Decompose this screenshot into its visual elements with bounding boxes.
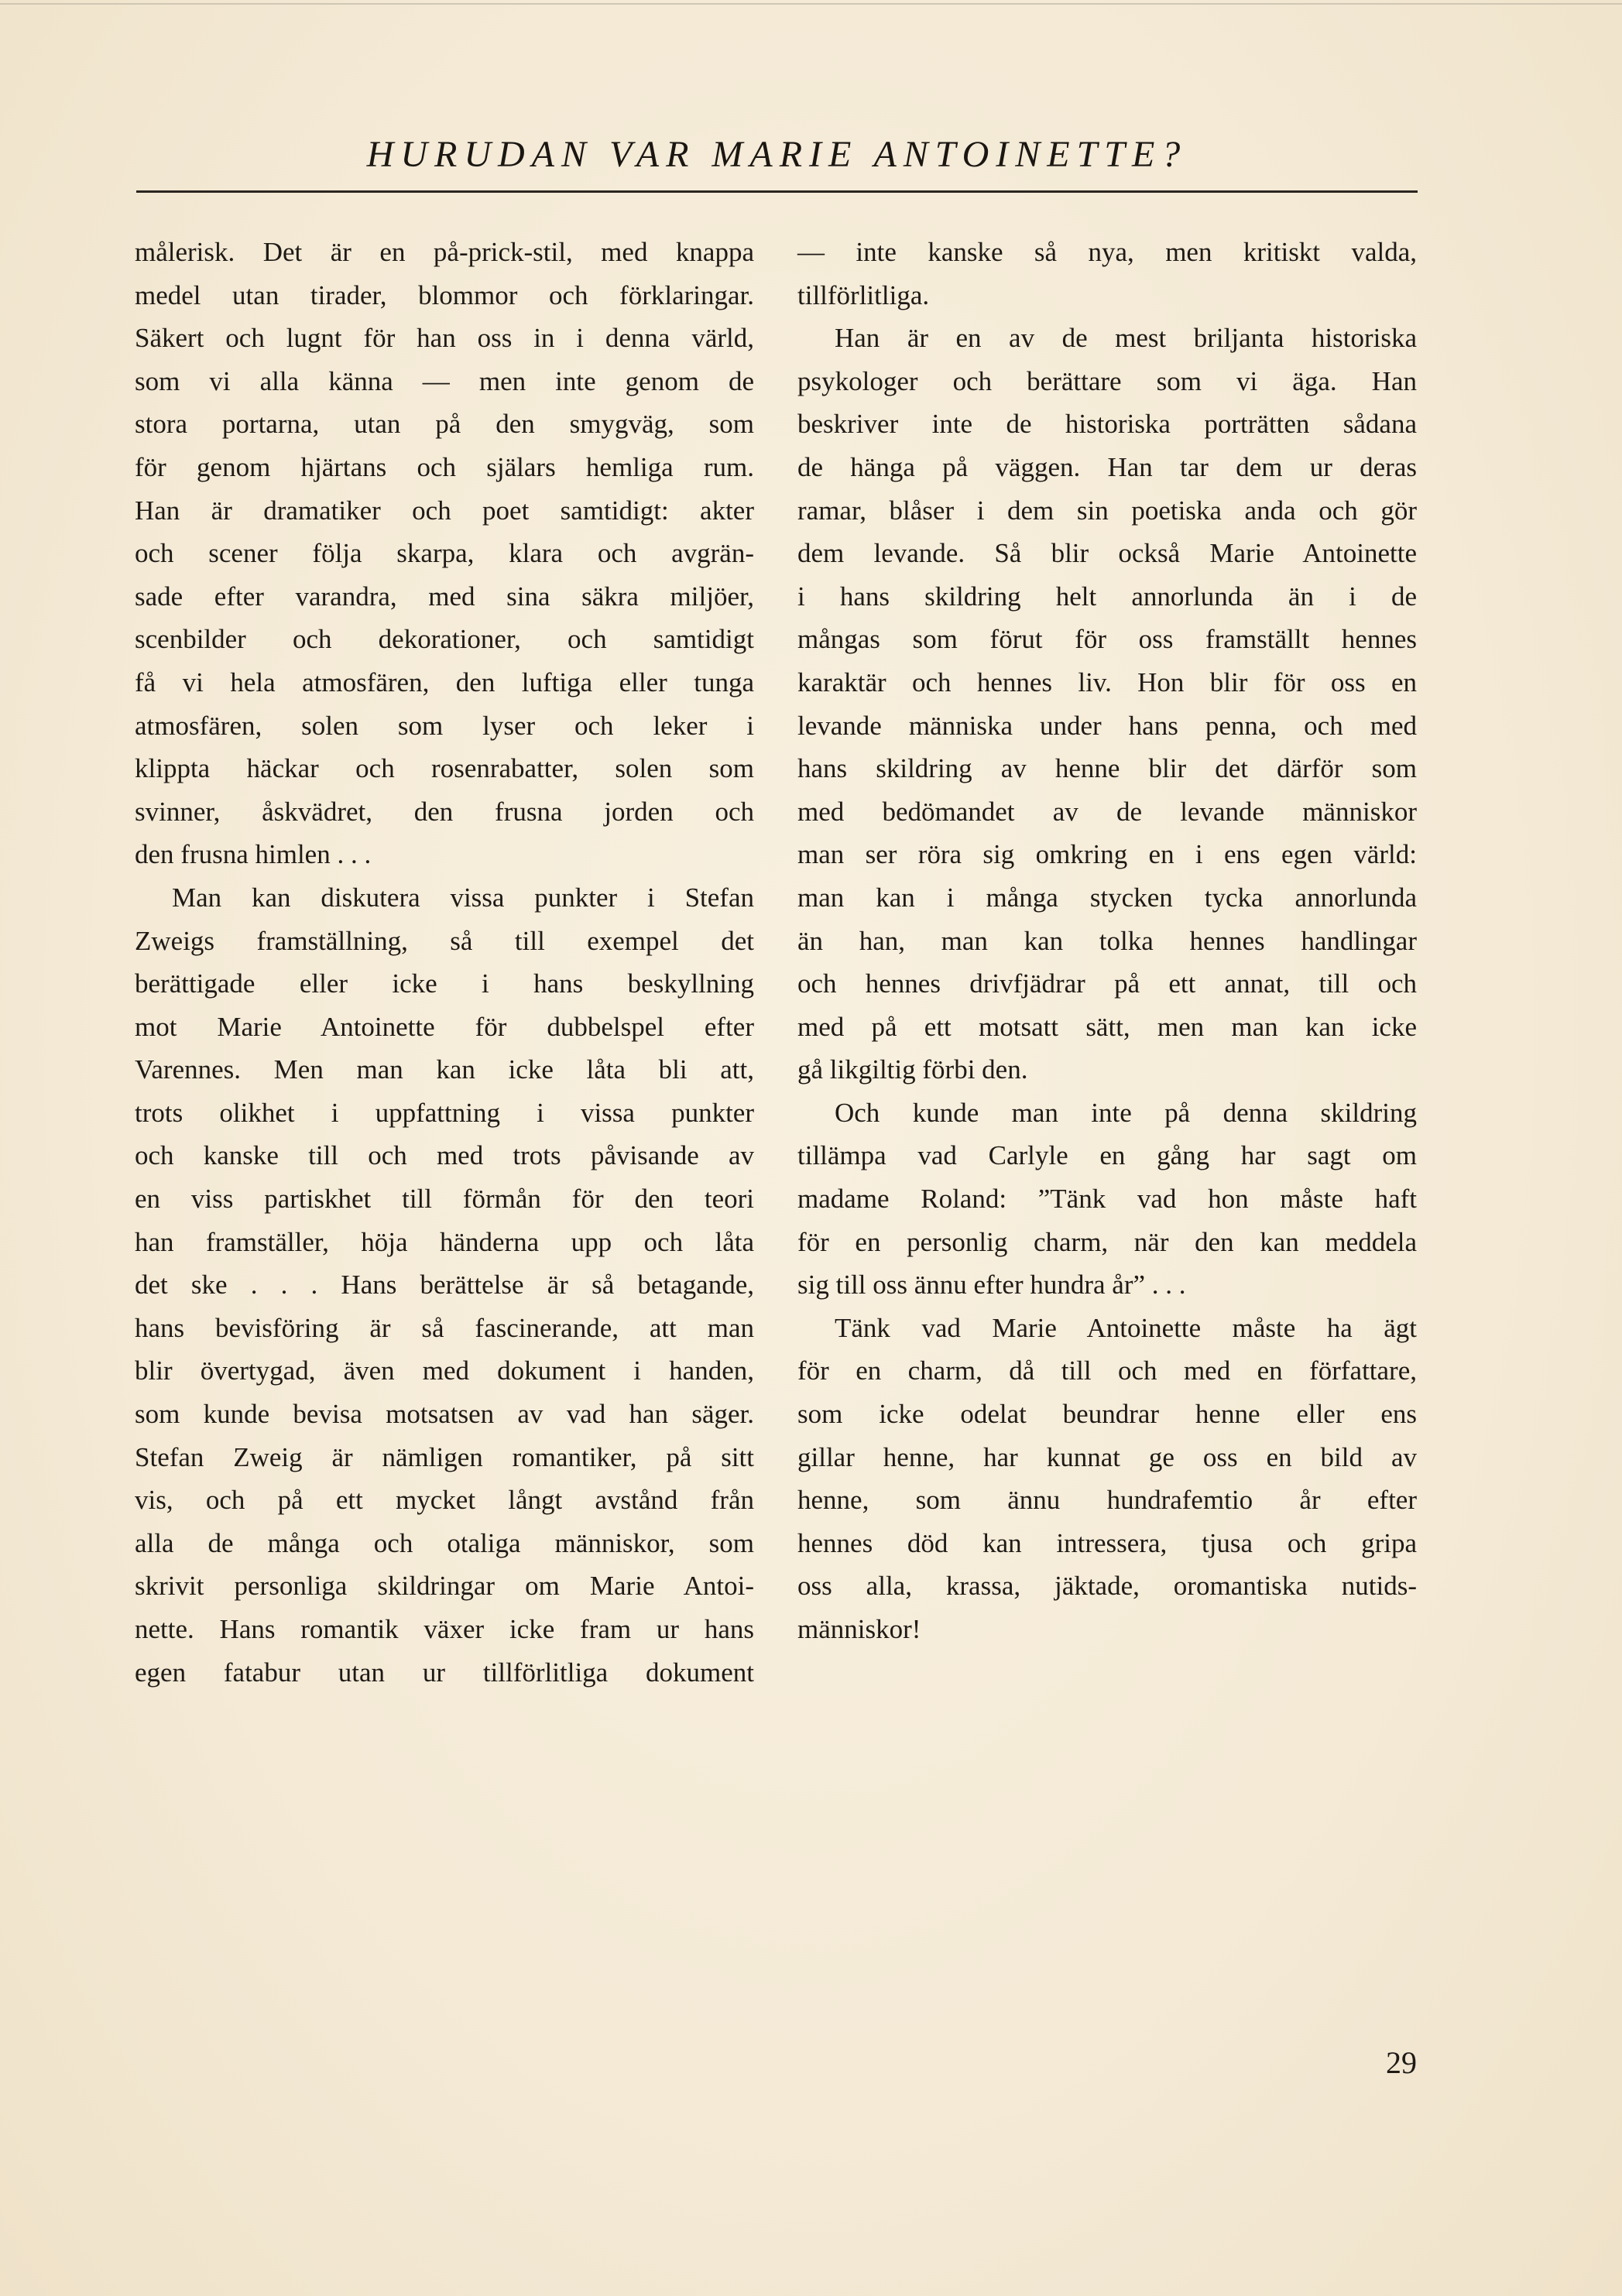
text-line: Man kan diskutera vissa punkter i Stefan: [172, 882, 754, 913]
text-line: gillar henne, har kunnat ge oss en bild av: [797, 1441, 1417, 1472]
text-line: för en charm, då till och med en författare,: [797, 1355, 1417, 1386]
text-line: som icke odelat beundrar henne eller ens: [797, 1399, 1417, 1430]
text-line: och hennes drivfjädrar på ett annat, till och: [797, 968, 1417, 999]
text-line: sade efter varandra, med sina säkra miljöer,: [135, 581, 754, 612]
text-line: atmosfären, solen som lyser och leker i: [135, 710, 754, 741]
text-line: Han är en av de mest briljanta historiska: [835, 323, 1417, 354]
text-line: tillförlitliga.: [797, 279, 930, 310]
text-line: i hans skildring helt annorlunda än i de: [797, 581, 1417, 612]
text-line: nette. Hans romantik växer icke fram ur hans: [135, 1614, 754, 1644]
running-title: HURUDAN VAR MARIE ANTOINETTE?: [366, 134, 1188, 175]
text-line: beskriver inte de historiska porträtten sådana: [797, 409, 1417, 440]
text-line: trots olikhet i uppfattning i vissa punkter: [135, 1097, 754, 1128]
text-line: man ser röra sig omkring en i ens egen värld:: [797, 839, 1417, 870]
text-line: scenbilder och dekorationer, och samtidigt: [135, 624, 754, 655]
text-line: för genom hjärtans och själars hemliga rum.: [135, 451, 754, 482]
text-line: än han, man kan tolka hennes handlingar: [797, 925, 1417, 956]
text-line: — inte kanske så nya, men kritiskt valda,: [797, 237, 1417, 267]
text-line: Och kunde man inte på denna skildring: [835, 1097, 1417, 1128]
text-line: klippta häckar och rosenrabatter, solen som: [135, 753, 754, 784]
text-line: dem levande. Så blir också Marie Antoinette: [797, 538, 1417, 569]
text-line: oss alla, krassa, jäktade, oromantiska nutids-: [797, 1571, 1417, 1602]
left-column: [135, 231, 754, 1694]
text-line: skrivit personliga skildringar om Marie Antoi-: [135, 1571, 754, 1602]
text-line: henne, som ännu hundrafemtio år efter: [797, 1485, 1417, 1516]
text-line: stora portarna, utan på den smygväg, som: [135, 409, 754, 440]
text-line: det ske . . . Hans berättelse är så betagande,: [135, 1270, 754, 1300]
text-line: människor!: [797, 1614, 921, 1644]
text-line: Stefan Zweig är nämligen romantiker, på sitt: [135, 1441, 754, 1472]
text-line: madame Roland: ”Tänk vad hon måste haft: [797, 1184, 1417, 1215]
text-line: Säkert och lugnt för han oss in i denna värld,: [135, 323, 754, 354]
text-line: Han är dramatiker och poet samtidigt: akter: [135, 495, 754, 526]
text-line: man kan i många stycken tycka annorlunda: [797, 882, 1417, 913]
text-line: en viss partiskhet till förmån för den teori: [135, 1184, 754, 1215]
text-line: och kanske till och med trots påvisande av: [135, 1140, 754, 1171]
text-line: målerisk. Det är en på-prick-stil, med knappa: [135, 237, 754, 267]
text-line: hennes död kan intressera, tjusa och gripa: [797, 1527, 1417, 1558]
text-line: blir övertygad, även med dokument i handen,: [135, 1355, 754, 1386]
text-line: han framställer, höja händerna upp och låta: [135, 1226, 754, 1257]
text-line: levande människa under hans penna, och med: [797, 710, 1417, 741]
text-line: Varennes. Men man kan icke låta bli att,: [135, 1054, 754, 1085]
text-line: alla de många och otaliga människor, som: [135, 1527, 754, 1558]
text-line: berättigade eller icke i hans beskyllning: [135, 968, 754, 999]
page-number: 29: [1386, 2045, 1417, 2080]
text-line: medel utan tirader, blommor och förklaringar.: [135, 279, 754, 310]
text-line: hans bevisföring är så fascinerande, att man: [135, 1312, 754, 1343]
text-line: med bedömandet av de levande människor: [797, 796, 1417, 827]
right-column: [797, 231, 1417, 1651]
text-line: Tänk vad Marie Antoinette måste ha ägt: [835, 1312, 1417, 1343]
text-line: vis, och på ett mycket långt avstånd från: [135, 1485, 754, 1516]
text-line: svinner, åskvädret, den frusna jorden och: [135, 796, 754, 827]
text-line: karaktär och hennes liv. Hon blir för oss en: [797, 667, 1417, 697]
text-line: för en personlig charm, när den kan meddela: [797, 1226, 1417, 1257]
text-line: och scener följa skarpa, klara och avgrän-: [135, 538, 754, 569]
text-line: den frusna himlen . . .: [135, 839, 372, 870]
text-line: egen fatabur utan ur tillförlitliga dokument: [135, 1657, 754, 1688]
text-line: Zweigs framställning, så till exempel det: [135, 925, 754, 956]
top-edge-line: [0, 3, 1622, 5]
text-line: hans skildring av henne blir det därför som: [797, 753, 1417, 784]
text-line: de hänga på väggen. Han tar dem ur deras: [797, 451, 1417, 482]
text-line: tillämpa vad Carlyle en gång har sagt om: [797, 1140, 1417, 1171]
text-line: få vi hela atmosfären, den luftiga eller tunga: [135, 667, 754, 697]
text-line: psykologer och berättare som vi äga. Han: [797, 365, 1417, 396]
header-rule: [136, 190, 1418, 193]
text-line: ramar, blåser i dem sin poetiska anda och gör: [797, 495, 1417, 526]
text-line: mot Marie Antoinette för dubbelspel efter: [135, 1011, 754, 1042]
text-line: med på ett motsatt sätt, men man kan icke: [797, 1011, 1417, 1042]
text-line: som kunde bevisa motsatsen av vad han säger.: [135, 1399, 754, 1430]
text-line: gå likgiltig förbi den.: [797, 1054, 1028, 1085]
text-line: som vi alla känna — men inte genom de: [135, 365, 754, 396]
text-line: mångas som förut för oss framställt hennes: [797, 624, 1417, 655]
text-line: sig till oss ännu efter hundra år” . . .: [797, 1270, 1186, 1300]
